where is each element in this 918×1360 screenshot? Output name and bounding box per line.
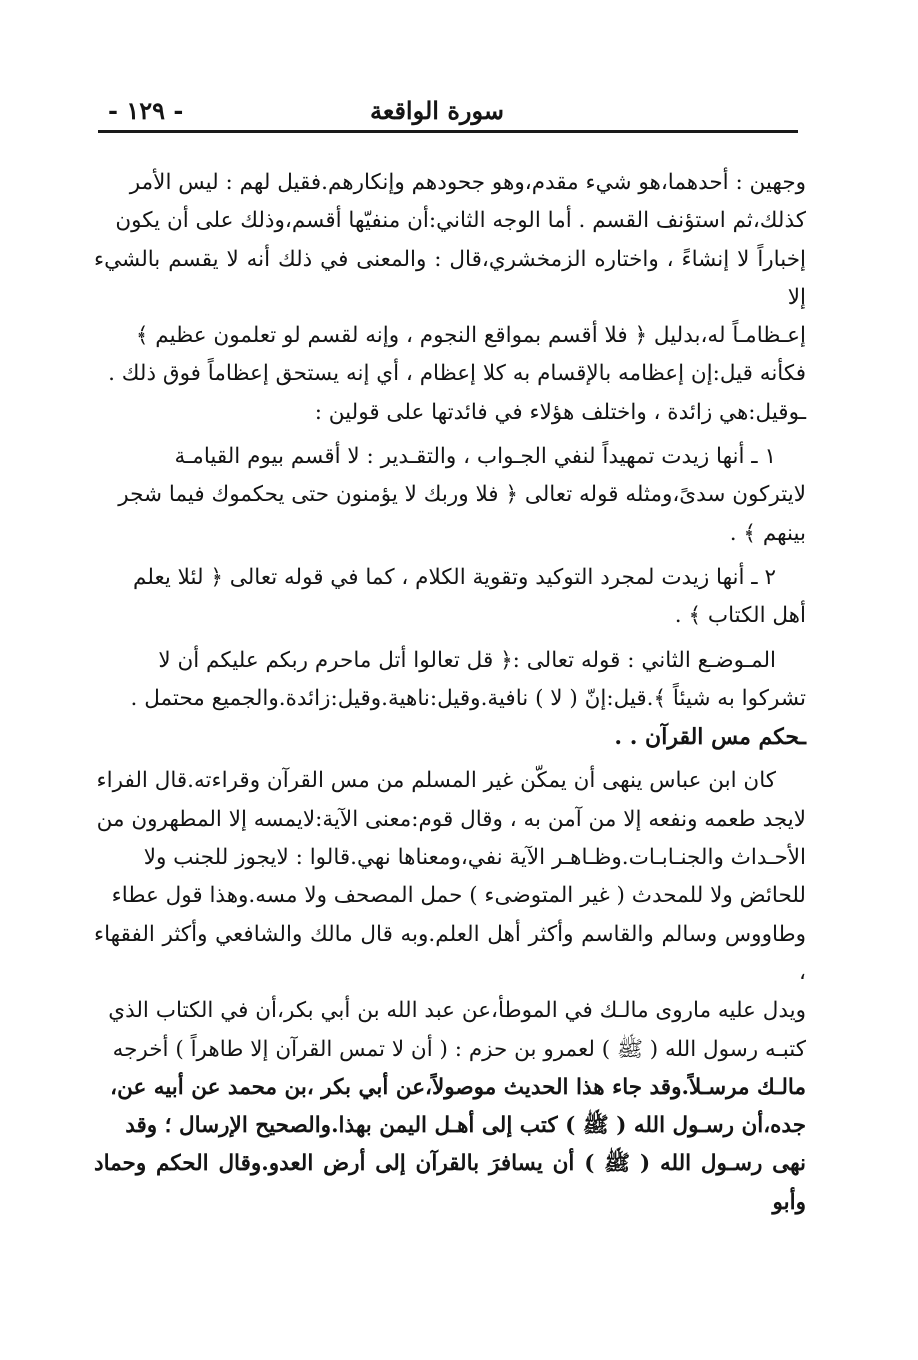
text-line: كذلك،ثم استؤنف القسم . أما الوجه الثاني:أن منفيّها أقسم،وذلك على أن يكون [115, 208, 806, 234]
page-number: - ١٢٩ - [108, 96, 184, 125]
text-line: نهى رسـول الله ( ﷺ ) أن يسافرَ بالقرآن إلى أرض العدو.وقال الحكم وحماد وأبو [94, 1151, 806, 1215]
text-line: تشركوا به شيئاً ﴾.قيل:إنّ ( لا ) نافية.وقيل:ناهية.وقيل:زائدة.والجميع محتمل . [130, 685, 806, 711]
surah-title: سورة الواقعة [370, 96, 504, 125]
text-line: وجهين : أحدهما،هو شيء مقدم،وهو جحودهم وإنكارهم.فقيل لهم : ليس الأمر [129, 170, 806, 195]
text-line: لايجد طعمه ونفعه إلا من آمن به ، وقال قوم:معنى الآية:لايمسه إلا المطهرون من [96, 806, 806, 832]
text-line: ويدل عليه ماروى مالـك في الموطأ،عن عبد الله بن أبي بكر،أن في الكتاب الذي [108, 998, 806, 1024]
text-line: فكأنه قيل:إن إعظامه بالإقسام به كلا إعظام ، أي إنه يستحق إعظاماً فوق ذلك . [108, 361, 806, 387]
text-line: الأحـداث والجنـابـات.وظـاهـر الآية نفي،ومعناها نهي.قالوا : لايجوز للجنب ولا [143, 845, 806, 871]
header-divider [98, 130, 798, 133]
page-header [98, 96, 800, 130]
section-heading: ـحكم مس القرآن . . [614, 724, 806, 751]
text-line: إخباراً لا إنشاءً ، واختاره الزمخشري،قال : والمعنى في ذلك أنه لا يقسم بالشيء إلا [94, 246, 806, 310]
text-line: المـوضـع الثاني : قوله تعالى :﴿ قل تعالوا أتل ماحرم ربكم عليكم أن لا [158, 647, 776, 673]
text-line: ـوقيل:هي زائدة ، واختلف هؤلاء في فائدتها على قولين : [314, 399, 806, 425]
text-line: مالـك مرسـلاً.وقد جاء هذا الحديث موصولاً،عن أبي بكر ،بن محمد عن أبيه عن، [110, 1074, 806, 1100]
text-line: كتبـه رسول الله ( ﷺ ) لعمرو بن حزم : ( أن لا تمس القرآن إلا طاهراً ) أخرجه [112, 1036, 806, 1062]
text-line: أهل الكتاب ﴾ . [674, 603, 806, 629]
text-line: جده،أن رسـول الله ( ﷺ ) كتب إلى أهـل اليمن بهذا.والصحيح الإرسال ؛ وقد [125, 1113, 806, 1139]
text-line: كان ابن عباس ينهى أن يمكّن غير المسلم من مس القرآن وقراءته.قال الفراء [96, 768, 776, 794]
text-line: ٢ ـ أنها زيدت لمجرد التوكيد وتقوية الكلام ، كما في قوله تعالى ﴿ لئلا يعلم [133, 564, 776, 590]
text-line: إعـظامـاً له،بدليل ﴿ فلا أقسم بمواقع النجوم ، وإنه لقسم لو تعلمون عظيم ﴾ [135, 323, 806, 349]
text-line: بينهم ﴾ . [729, 520, 806, 546]
page-body [94, 164, 806, 1222]
text-line: وطاووس وسالم والقاسم وأكثر أهل العلم.وبه قال مالك والشافعي وأكثر الفقهاء ، [94, 921, 806, 985]
text-line: لايتركون سدىً،ومثله قوله تعالى ﴿ فلا وربك لا يؤمنون حتى يحكموك فيما شجر [118, 482, 806, 508]
text-line: ١ ـ أنها زيدت تمهيداً لنفي الجـواب ، والتقـدير : لا أقسم بيوم القيامـة [174, 444, 776, 470]
text-line: للحائض ولا للمحدث ( غير المتوضىء ) حمل المصحف ولا مسه.وهذا قول عطاء [111, 883, 806, 909]
